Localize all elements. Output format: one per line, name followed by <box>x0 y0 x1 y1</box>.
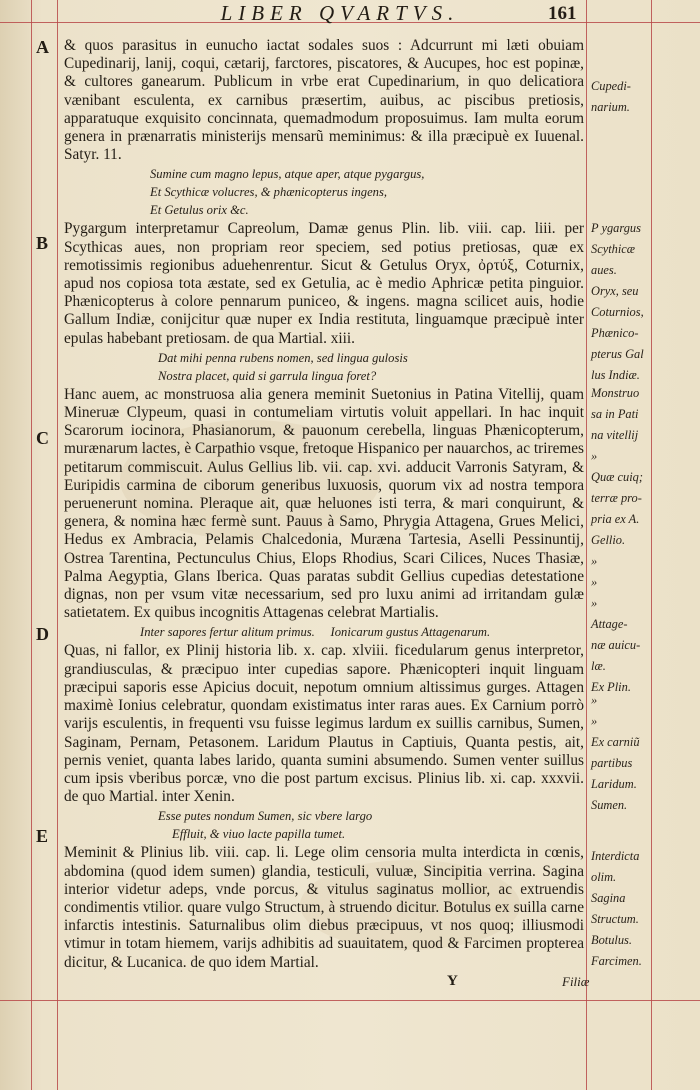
bottom-rule <box>0 1000 700 1001</box>
marginal-note: lus Indiæ. <box>591 368 640 382</box>
marginal-note: Scythicæ <box>591 242 636 256</box>
marginal-note: » <box>591 575 598 589</box>
verse-line: Dat mihi penna rubens nomen, sed lingua gulosis <box>158 350 408 365</box>
marginal-note: Quæ cuiq; <box>591 470 643 484</box>
marginal-note: » <box>591 449 598 463</box>
marginal-note: na vitellij <box>591 428 639 442</box>
marginal-note: » <box>591 596 598 610</box>
verse-line: Sumine cum magno lepus, atque aper, atque pygargus, <box>150 167 425 182</box>
marginal-note: Phænico- <box>591 326 639 340</box>
marginal-note: Oryx, seu <box>591 284 639 298</box>
marginal-notes <box>591 690 691 816</box>
paragraph-5: Meminit & Plinius lib. viii. cap. li. Lege olim censoria multa interdicta in cœnis, abdomina (quod idem sumen) glandia, testiculi, vuluæ, Sincipitia verrina. Sagina interior videtur adeps, vnde porcus, & vitulus saginatus mollior, ac extruendis condimentis vtilior. quare vulgo Structum, à struendo dicitur. Botulus ex suilla carne infarctis intestinis. Saturnalibus olim diebus præcipuus, vt nos quoq; illiusmodi vtimur in totam hiemem, varijs adhibitis ad suauitatem, quod & Farcimen propterea dicitur, & Lucanica. de quo idem Martial. <box>64 844 584 971</box>
paragraph-1: & quos parasitus in eunucho iactat sodales suos : Adcurrunt mi læti obuiam Cupedinarij, lanij, coqui, cætarij, farctores, piscatores, & Aucupes, hoc est popinæ, & cultores ganearum. Publicum in vrbe erat Cupedinarium, in quo delicatiora vænibant esculenta, ex carnibus præsertim, auibus, ac piscibus pretiosis, apparatuque exquisito concinnata, quemadmodum proposuimus. Iam multa eorum genera in prænarratis ministerijs mensarũ meminimus: & illa præcipuè ex Iuuenal. Satyr. 11. <box>64 37 584 164</box>
marginal-note: læ. <box>591 659 606 673</box>
marginal-note: Sumen. <box>591 798 628 812</box>
running-title: LIBER QVARTVS. <box>220 1 460 25</box>
section-letter-b: B <box>36 233 49 253</box>
marginal-note: Ex Plin. <box>591 680 631 694</box>
marginal-note: Ex carniũ <box>591 735 640 749</box>
marginal-note: Coturnios, <box>591 305 644 319</box>
left-rule-outer <box>31 0 32 1090</box>
verse-line: Et Scythicæ volucres, & phænicopterus ingens, <box>150 185 388 200</box>
section-letter-c: C <box>36 428 49 448</box>
verse-block-4 <box>64 807 584 843</box>
marginal-note: Structum. <box>591 912 639 926</box>
folio-number: 161 <box>548 3 577 24</box>
marginal-note: narium. <box>591 100 630 114</box>
marginal-note: Interdicta <box>591 849 640 863</box>
section-letter-a: A <box>36 37 49 57</box>
marginal-note: sa in Pati <box>591 407 639 421</box>
marginal-note: Attage- <box>591 617 628 631</box>
margin-rule-left <box>586 0 587 1090</box>
verse-line: Effluit, & viuo lacte papilla tumet. <box>172 827 346 842</box>
marginal-note: » <box>591 693 598 707</box>
verse-line: Inter sapores fertur alitum primus. Ionicarum gustus Attagenarum. <box>140 625 491 640</box>
paragraph-2: Pygargum interpretamur Capreolum, Damæ genus Plin. lib. viii. cap. liii. per Scythicas aues, non propriam reor speciem, sed potius pretiosas, quæ ex remotissimis regionibus aduehenrentur. Sicut & Getulus Oryx, ὀρτύξ, Coturnix, apud nos copiosa tota æstate, sed ex Getulia, ac è medio Aphricæ petita pinguior. Phænicopterus à colore pennarum puniceo, & ingens. magna scilicet auis, hodie Gallum Indiæ, conijcitur quæ nuper ex India restituta, linguamque præcipuè inter epulas habebant pretiosam. de qua Martial. xiii. <box>64 220 584 347</box>
footer-line <box>64 972 590 990</box>
marginal-note: næ auicu- <box>591 638 641 652</box>
main-text <box>64 37 590 990</box>
marginal-note: Farcimen. <box>591 954 642 968</box>
marginal-note: Botulus. <box>591 933 632 947</box>
paragraph-4: Quas, ni fallor, ex Plinij historia lib. x. cap. xlviii. ficedularum genus interpretor, grandiusculas, & præcipuo inter cupedias sapore. Phænicopteri inquit linguam præcipui saporis esse Apicius docuit, nepotum omnium altissimus gurges. Attagen maximè Ionius celebratur, quondam existimatus inter raras aues. Ex Carnium porrò varijs esculentis, in frequenti vsu fuisse legimus lardum ex suillis carnibus, Sumen, Saginam, Pernam, Petasonem. Laridum Plautus in Captiuis, Quanta pestis, ait, pernis veniet, quanta labes larido, quanta sumini absumendo. Sumen venter suillus cum ipsis vberibus porcæ, vno die post partum excisus. Plinius lib. xi. cap. xxxvii. de quo Martial. inter Xenin. <box>64 642 584 806</box>
verse-block-3 <box>64 623 584 641</box>
verse-line: Nostra placet, quid si garrula lingua foret? <box>158 368 377 383</box>
verse-line: Esse putes nondum Sumen, sic vbere largo <box>158 809 373 824</box>
verse-block-1 <box>64 165 584 219</box>
marginal-note: pria ex A. <box>591 512 640 526</box>
marginal-notes <box>591 846 691 972</box>
marginal-note: Cupedi- <box>591 79 631 93</box>
catchword: Filiæ <box>562 973 590 989</box>
marginal-note: P ygargus <box>591 221 641 235</box>
marginal-note: pterus Gal <box>591 347 644 361</box>
marginal-note: Gellio. <box>591 533 626 547</box>
marginal-note: Sagina <box>591 891 626 905</box>
marginal-note: aues. <box>591 263 617 277</box>
marginal-notes <box>591 383 691 698</box>
marginal-note: olim. <box>591 870 617 884</box>
marginal-notes <box>591 76 691 118</box>
section-letter-d: D <box>36 624 49 644</box>
signature-mark: Y <box>447 972 458 989</box>
marginal-note: » <box>591 554 598 568</box>
page-header <box>0 2 700 24</box>
marginal-notes <box>591 218 691 386</box>
marginal-note: Monstruo <box>591 386 640 400</box>
left-rule-inner <box>57 0 58 1090</box>
paragraph-3: Hanc auem, ac monstruosa alia genera meminit Suetonius in Patina Vitellij, quam Mineruæ Clypeum, quasi in contumeliam virtutis voluit appellari. In hac inquit Scarorum iocinora, Phasianorum, & pauonum cerebella, linguas Phænicopterum, murænarum lactes, è Carpathio vsque, fretoque Hispanico per nauarchos, ac triremes petitarum commiscuit. Aulus Gellius lib. vii. cap. xvi. adducit Varronis Satyram, & Euripidis carmina de ciborum generibus luxuosis, quorum vix ad nostra tempora peruenerunt nomina. Pleraque ait, quæ heluones isti terra, & mari conquirunt, & genera, & nomina hæc fermè sunt. Pauus à Samo, Phrygia Attagena, Grues Melici, Hedus ex Ambracia, Pelamis Chalcedonia, Muræna Tartesia, Aselli Pessinuntij, Ostrea Tarentina, Pectunculus Chius, Elops Rhodius, Scari Cilices, Nuces Thasiæ, Palma Aegyptia, Glans Iberica. Quas paratas subdit Gellius cupedias detestatione dignas, non per vsum vitæ necessarium, sed pro luxu animi ad irritandam gulæ satietatem. Ex quibus incognitis Attagenas celebrat Martialis. <box>64 385 584 622</box>
marginal-note: partibus <box>591 756 633 770</box>
marginal-note: terræ pro- <box>591 491 642 505</box>
marginal-note: Laridum. <box>591 777 637 791</box>
section-letter-e: E <box>36 826 49 846</box>
verse-line: Et Getulus orix &c. <box>150 203 249 218</box>
marginal-note: » <box>591 714 598 728</box>
verse-block-2 <box>64 349 584 385</box>
